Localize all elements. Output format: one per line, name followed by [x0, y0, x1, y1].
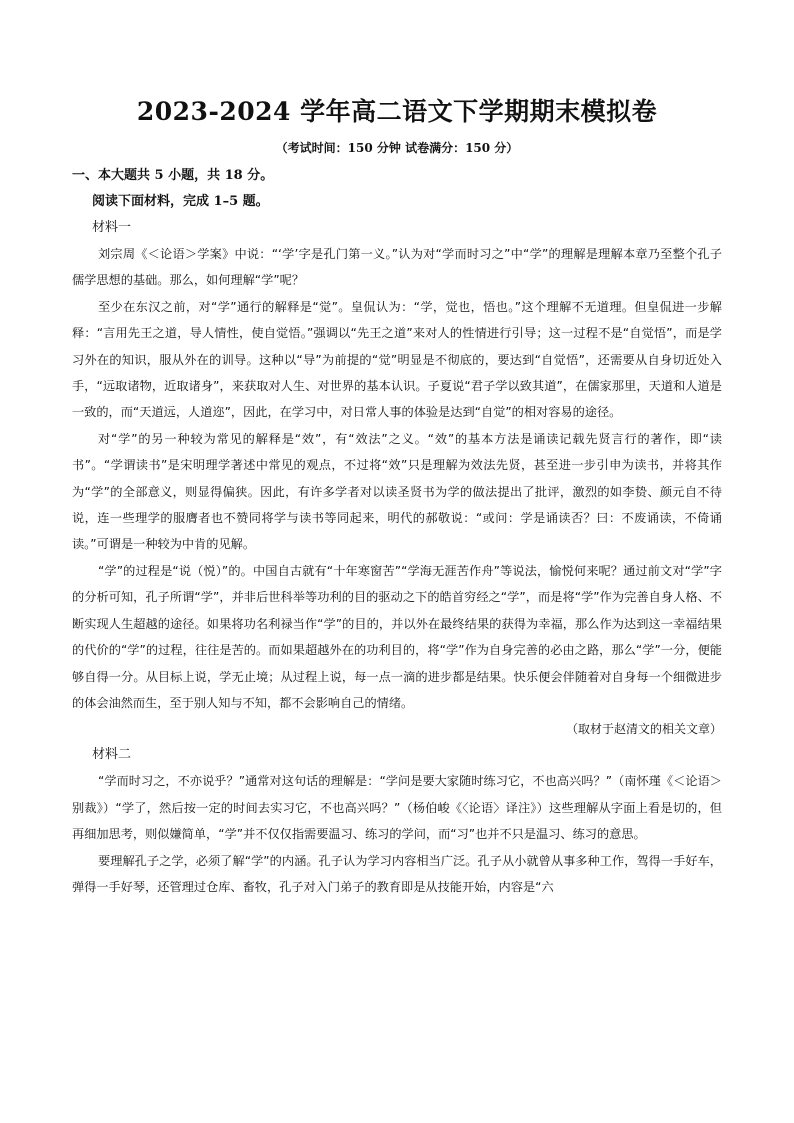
section-heading: 一、本大题共 5 小题，共 18 分。	[72, 168, 274, 183]
material-two	[72, 742, 722, 900]
material-one-paragraph: 至少在东汉之前，对“学”通行的解释是“觉”。皇侃认为：“学，觉也，悟也。”这个理解不无道理。但皇侃进一步解释：“言用先王之道，导人情性，使自觉悟。”强调以“先王之道”来对人的性情进行引导；这一过程不是“自觉悟”，而是学习外在的知识，服从外在的训导。这种以“导”为前提的“觉”明显是不彻底的，要达到“自觉悟”，还需要从自身切近处入手，“远取诸物，近取诸身”，来获取对人生、对世界的基本认识。子夏说“君子学以致其道”，在儒家那里，天道和人道是一致的，而“天道远，人道迩”，因此，在学习中，对日常人事的体验是达到“自觉”的相对容易的途径。	[72, 299, 722, 420]
exam-subtitle: （考试时间：150 分钟 试卷满分：150 分）	[275, 141, 519, 155]
material-two-paragraph: “学而时习之，不亦说乎？”通常对这句话的理解是：“学问是要大家随时练习它，不也高兴吗？”（南怀瑾《＜论语＞别裁》）“学了，然后按一定的时间去实习它，不也高兴吗？”（杨伯峻《〈论语〉译注》）这些理解从字面上看是切的，但再细加思考，则似嫌简单，“学”并不仅仅指需要温习、练习的学问，而“习”也并不只是温习、练习的意思。	[72, 774, 722, 842]
material-one-label: 材料一	[92, 220, 132, 235]
material-two-paragraph: 要理解孔子之学，必须了解“学”的内涵。孔子认为学习内容相当广泛。孔子从小就曾从事多种工作，驾得一手好车，弹得一手好琴，还管理过仓库、畜牧，孔子对入门弟子的教育即是从技能开始，内容是“六	[72, 853, 722, 894]
material-two-label: 材料二	[92, 747, 132, 763]
material-one-paragraph: 对“学”的另一种较为常见的解释是“效”，有“效法”之义。“效”的基本方法是诵读记载先贤言行的著作，即“读书”。“学谓读书”是宋明理学著述中常见的观点，不过将“效”只是理解为效法先贤，甚至进一步引申为读书，并将其作为“学”的全部意义，则显得偏狭。因此，有许多学者对以读圣贤书为学的做法提出了批评，激烈的如李贽、颜元自不待说，连一些理学的服膺者也不赞同将学与读书等同起来，明代的郝敬说：“或问：学是诵读否？曰：不废诵读，不倚诵读。”可谓是一种较为中肯的见解。	[72, 431, 722, 552]
reading-instruction: 阅读下面材料，完成 1–5 题。	[92, 194, 269, 209]
material-one-source: （取材于赵清文的相关文章）	[565, 722, 722, 737]
material-one	[72, 215, 722, 742]
exam-title: 2023-2024 学年高二语文下学期期末模拟卷	[136, 97, 658, 126]
material-one-paragraph: “学”的过程是“说（悦）”的。中国自古就有“十年寒窗苦”“学海无涯苦作舟”等说法，愉悦何来呢？通过前文对“学”字的分析可知，孔子所谓“学”，并非后世科举等功利的目的驱动之下的皓首穷经之“学”，而是将“学”作为完善自身人格、不断实现人生超越的途径。如果将功名利禄当作“学”的目的，并以外在最终结果的获得为幸福，那么作为达到这一幸福结果的代价的“学”的过程，往往是苦的。而如果超越外在的功利目的，将“学”作为自身完善的必由之路，那么“学”一分，便能够自得一分。从目标上说，学无止境；从过程上说，每一点一滴的进步都是结果。快乐便会伴随着对自身每一个细微进步的体会油然而生，至于别人知与不知，都不会影响自己的情绪。	[72, 563, 722, 710]
material-one-paragraph: 刘宗周《＜论语＞学案》中说：“‘学’字是孔门第一义。”认为对“学而时习之”中“学”的理解是理解本章乃至整个孔子儒学思想的基础。那么，如何理解“学”呢？	[72, 247, 722, 288]
exam-page	[72, 95, 722, 900]
